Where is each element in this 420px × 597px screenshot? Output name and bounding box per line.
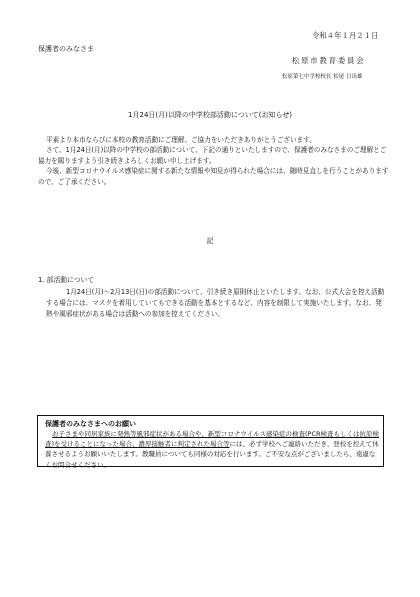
- issue-date: 令和４年１月２１日: [312, 31, 379, 40]
- body-paragraph-1: 平素より本市ならびに本校の教育活動にご理解、ご協力をいただきありがとうございます。: [46, 136, 316, 144]
- notice-text-b: 新型コロナウイルス感染症の検査(PCR検査もしくは抗原検査)を受けることになった場合、: [45, 430, 379, 449]
- notice-text: [45, 429, 379, 470]
- body-paragraph-2: さて、1月24日(月)以降の中学校の部活動について、下記の通りといたしますので、保護者のみなさまのご理解とご協力を賜りますよう引き続きよろしくお願い申し上げます。: [38, 146, 387, 165]
- sender-principal: 松原第七中学校校長 松尾 日出雄: [282, 74, 363, 80]
- notice-box: [37, 415, 384, 467]
- notice-text-d: には、必ず学校へご連絡いただき、登校を控えて休養させるようお願いいたします。教職員についても同様の対応を行います。ご不安な点がございましたら、遠慮なくお問合せください。: [45, 440, 379, 469]
- section-1-body: [38, 287, 386, 321]
- notice-title: 保護者のみなさまへのお願い: [45, 420, 136, 428]
- sender-name: 松原市教育委員会: [292, 56, 366, 65]
- body-paragraph-3: 今後、新型コロナウイルス感染症に関する新たな情報や知見が得られた場合には、随時見直しを行うことがありますので、ご了承ください。: [38, 167, 389, 186]
- notice-body: [45, 429, 379, 470]
- addressee: 保護者のみなさま: [38, 45, 94, 53]
- notice-text-c: 濃厚接触者に判定された場合等: [138, 440, 230, 449]
- notice-text-a: お子さまや同居家族に発熱等風邪症状がある場合や、: [52, 430, 208, 438]
- ki-heading: 記: [206, 237, 214, 245]
- body-text: [38, 135, 390, 187]
- document-title: 1月24日(月)以降の中学校部活動について(お知らせ): [128, 111, 292, 119]
- section-1-text: 1月24日(月)～2月13日(日)の部活動について、引き続き原則休止といたします。なお、公式大会を控え活動する場合には、マスクを着用していてもできる活動を基本とするなど、内容を制限して実施いたします。なお、発熱や風邪症状がある場合は活動への参加を控えてください。: [46, 288, 385, 319]
- section-1-heading: 1. 部活動について: [38, 276, 95, 284]
